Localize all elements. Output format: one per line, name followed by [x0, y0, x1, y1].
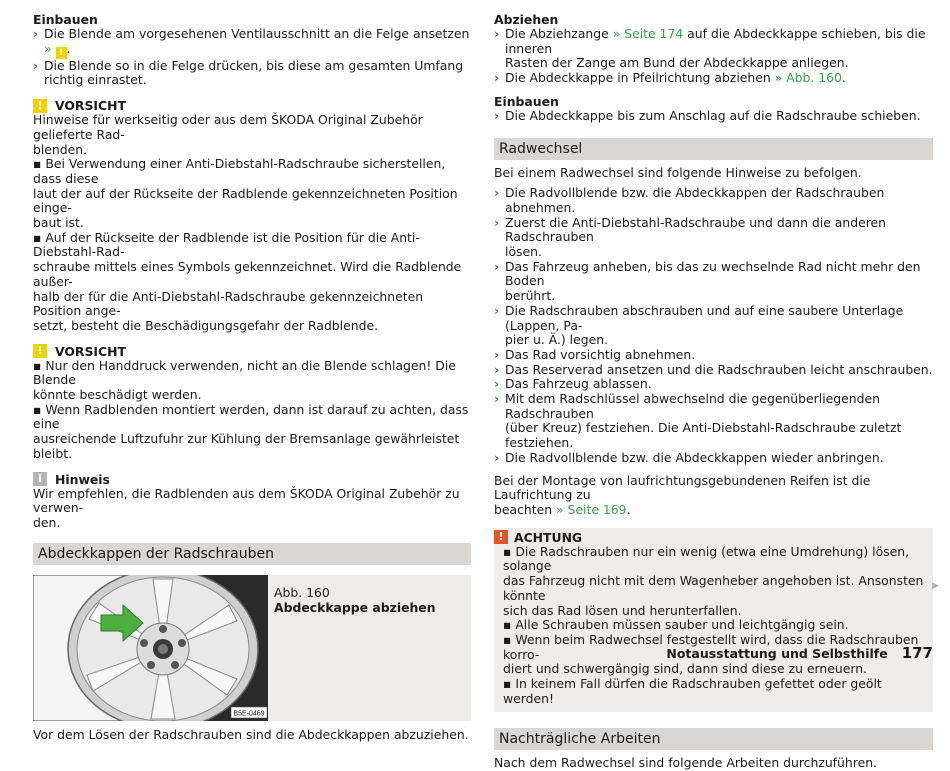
- warning-icon[interactable]: !: [56, 47, 67, 59]
- figure-caption: [268, 575, 442, 721]
- footer-chapter: Notausstattung und Selbsthilfe: [666, 646, 888, 661]
- ref-link-seite-174[interactable]: » Seite 174: [612, 26, 684, 41]
- radwechsel-step: › Das Fahrzeug anheben, bis das zu wechselnde Rad nicht mehr den Boden berührt.: [494, 258, 921, 304]
- page-number: 177: [901, 644, 933, 662]
- radwechsel-step: › Das Fahrzeug ablassen.: [494, 376, 652, 392]
- step-arrow-icon: ›: [494, 302, 500, 318]
- left-column: [33, 12, 471, 742]
- vorsicht-body-1: Hinweise für werkseitig oder aus dem ŠKODA Original Zubehör gelieferte Rad- blenden. ▪ Bei Verwendung einer Anti-Diebstahl-Radschraube sicherstellen, dass diese laut der auf der Rückseite der Radblende gekennzeichneten Position einge- baut ist. ▪ Auf der Rückseite der Radblende ist die Position für die Anti-Diebstahl-Rad- schraube mittels eines Symbols gekennzeichnet. Wird die Radblende außer- halb der für die Anti-Diebstahl-Radschraube gekennzeichneten Position ange- setzt, besteht die Beschädigungsgefahr der Radblende.: [33, 112, 462, 333]
- ref-link-seite-169[interactable]: » Seite 169: [556, 501, 627, 517]
- einbauen-heading-right: Einbauen: [494, 93, 559, 109]
- step-arrow-icon: ›: [494, 185, 500, 201]
- hinweis-heading: i Hinweis: [33, 472, 471, 487]
- radwechsel-step: › Die Radvollblende bzw. die Abdeckkappen wieder anbringen.: [494, 449, 884, 465]
- einbauen-step-1: › Die Blende am vorgesehenen Ventilausschnitt an die Felge ansetzen » ! .: [33, 26, 470, 58]
- section-title-abdeckkappen: Abdeckkappen der Radschrauben: [33, 543, 471, 565]
- figure-number: Abb. 160: [274, 584, 330, 600]
- ref-link-abb-160[interactable]: » Abb. 160: [774, 70, 842, 86]
- step-arrow-icon: ›: [33, 57, 39, 73]
- warning-icon: !: [494, 530, 508, 544]
- abziehen-heading: Abziehen: [494, 12, 559, 27]
- radwechsel-intro: Bei einem Radwechsel sind folgende Hinweise zu befolgen.: [494, 164, 862, 180]
- step-arrow-icon: ›: [494, 361, 500, 377]
- radwechsel-step: › Mit dem Radschlüssel abwechselnd die gegenüberliegenden Radschrauben (über Kreuz) festziehen. Die Anti-Diebstahl-Radschraube zuletzt festziehen.: [494, 391, 902, 451]
- step-arrow-icon: ›: [494, 258, 500, 274]
- figure-title: Abdeckkappe abziehen: [274, 599, 436, 615]
- continue-arrow-icon: ▶: [932, 581, 939, 591]
- figure-160: [33, 575, 471, 721]
- montage-text: Bei der Montage von laufrichtungsgebundenen Reifen ist die Laufrichtung zu beachten » Seite 169.: [494, 472, 871, 517]
- step-arrow-icon: ›: [494, 376, 500, 392]
- radwechsel-step: › Die Radvollblende bzw. die Abdeckkappen der Radschrauben abnehmen.: [494, 185, 885, 215]
- radwechsel-step: › Die Radschrauben abschrauben und auf eine saubere Unterlage (Lappen, Pa- pier u. Ä.) legen.: [494, 302, 904, 348]
- vorsicht-body-2: ▪ Nur den Handdruck verwenden, nicht an die Blende schlagen! Die Blende könnte beschädigt werden. ▪ Wenn Radblenden montiert werden, dann ist darauf zu achten, dass eine ausreichende Luftzufuhr zur Kühlung der Bremsanlage gewährleistet bleibt.: [33, 357, 469, 461]
- nacharbeiten-text: Nach dem Radwechsel sind folgende Arbeiten durchzuführen.: [494, 755, 877, 771]
- step-arrow-icon: ›: [494, 107, 500, 123]
- radwechsel-step: › Das Reserverad ansetzen und die Radschrauben leicht anschrauben.: [494, 361, 933, 377]
- einbauen-step-2: › Die Blende so in die Felge drücken, bis diese am gesamten Umfang richtig einrastet.: [33, 57, 464, 88]
- section-title-radwechsel: Radwechsel: [494, 138, 933, 160]
- achtung-heading: ! ACHTUNG: [494, 530, 925, 545]
- step-arrow-icon: ›: [494, 26, 500, 41]
- figure-code: B5E-0469: [233, 710, 265, 718]
- radwechsel-step: › Zuerst die Anti-Diebstahl-Radschraube und dann die anderen Radschrauben lösen.: [494, 214, 887, 260]
- warning-icon: !: [33, 344, 47, 358]
- step-arrow-icon: ›: [494, 70, 500, 86]
- radwechsel-steps: [494, 186, 933, 465]
- achtung-box: ! ACHTUNG ▪ Die Radschrauben nur ein wenig (etwa eine Umdrehung) lösen, solange das Fahrzeug nicht mit dem Wagenheber angehoben ist. Ansonsten könnte sich das Rad lösen und herunterfallen. ▪ Alle Schrauben müssen sauber und leichtgängig sein. ▪ Wenn beim Radwechsel festgestellt wird, dass die Radschrauben korro- diert und schwergängig sind, dann sind diese zu erneuern. ▪ In keinem Fall dürfen die Radschrauben gefettet oder geölt werden!: [494, 528, 933, 713]
- step-arrow-icon: ›: [33, 26, 39, 41]
- step-ref-link[interactable]: »: [44, 40, 56, 56]
- radwechsel-step: › Das Rad vorsichtig abnehmen.: [494, 346, 696, 362]
- wheel-image: [33, 575, 268, 721]
- abziehen-step-1: › Die Abziehzange » Seite 174 auf die Abdeckkappe schieben, bis die inneren Rasten der Zange am Bund der Abdeckkappe anliegen.: [494, 26, 926, 71]
- vorsicht-heading-1: ! VORSICHT: [33, 98, 471, 113]
- einbauen-step-right: › Die Abdeckkappe bis zum Anschlag auf die Radschraube schieben.: [494, 107, 921, 123]
- hinweis-body: Wir empfehlen, die Radblenden aus dem ŠKODA Original Zubehör zu verwen- den.: [33, 485, 460, 530]
- warning-icon: !: [33, 99, 47, 113]
- section-title-nachtraegliche-arbeiten: Nachträgliche Arbeiten: [494, 728, 933, 750]
- abziehen-step-2: › Die Abdeckkappe in Pfeilrichtung abziehen » Abb. 160.: [494, 70, 846, 86]
- step-arrow-icon: ›: [494, 449, 500, 465]
- step-arrow-icon: ›: [494, 391, 500, 407]
- step-arrow-icon: ›: [494, 214, 500, 230]
- page-footer: [666, 644, 933, 662]
- step-arrow-icon: ›: [494, 346, 500, 362]
- einbauen-heading: Einbauen: [33, 12, 98, 27]
- info-icon: i: [33, 472, 47, 486]
- wheel-illustration: [33, 575, 268, 721]
- after-figure-text: Vor dem Lösen der Radschrauben sind die Abdeckkappen abzuziehen.: [33, 726, 469, 742]
- vorsicht-heading-2: ! VORSICHT: [33, 344, 471, 359]
